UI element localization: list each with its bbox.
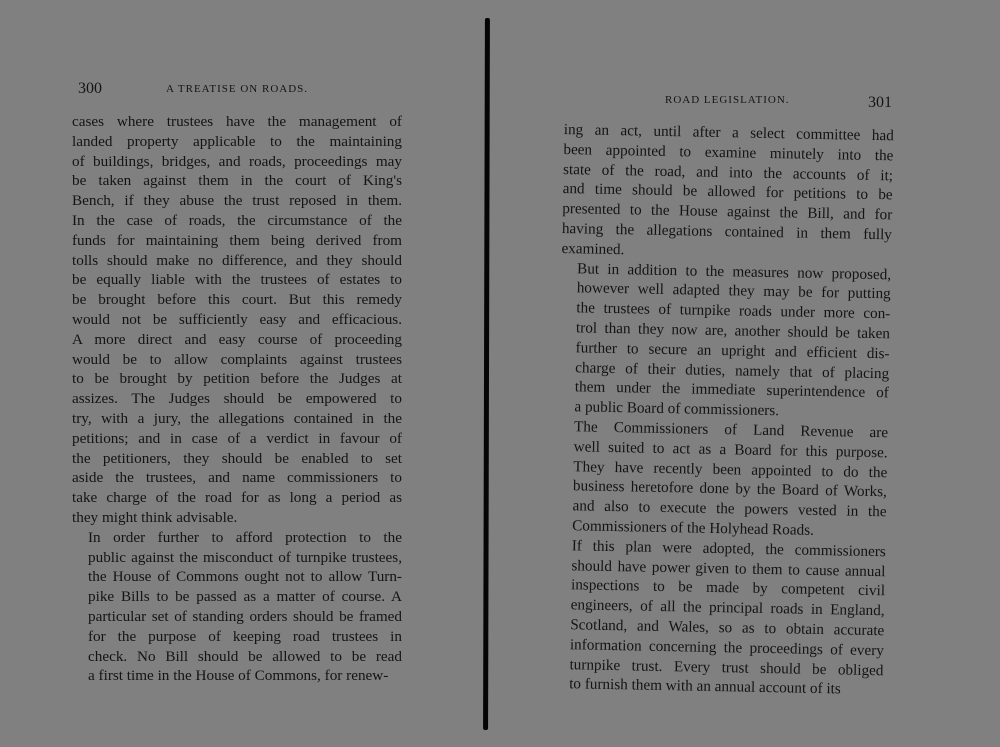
text-line: public against the misconduct of turnpike trustees, <box>88 548 402 566</box>
text-line: to furnish them with an annual account of its <box>569 675 841 698</box>
text-line: charge of their duties, namely that of placing <box>575 358 890 382</box>
text-line: would be to allow complaints against trustees <box>72 350 402 368</box>
text-line: be brought before this court. But this remedy <box>72 291 402 309</box>
text-line: information concerning the proceedings of every <box>569 635 885 659</box>
text-line: But in addition to the measures now proposed, <box>576 259 892 283</box>
text-line: try, with a jury, the allegations contained in the <box>72 409 402 427</box>
text-line: A more direct and easy course of proceeding <box>72 330 402 348</box>
paragraph <box>556 417 888 542</box>
text-line: cases where trustees have the management of <box>72 113 402 130</box>
left-page <box>0 0 486 747</box>
text-line: of buildings, bridges, and roads, proceedings may <box>72 152 402 170</box>
text-line: turnpike trust. Every trust should be obliged <box>569 655 884 679</box>
text-line: In the case of roads, the circumstance of the <box>72 211 402 229</box>
text-line: particular set of standing orders should be framed <box>88 607 402 625</box>
text-line: be equally liable with the trustees of estates to <box>72 271 402 289</box>
text-line: and also to execute the powers vested in the <box>572 497 887 521</box>
text-line: In order further to afford protection to the <box>88 528 402 546</box>
paragraph <box>561 120 894 265</box>
text-line: pike Bills to be passed as a matter of course. A <box>88 588 402 606</box>
running-head: A TREATISE ON ROADS. <box>166 83 309 95</box>
text-line: a public Board of commissioners. <box>574 398 780 420</box>
text-line: Bench, if they abuse the trust reposed in them. <box>72 192 402 210</box>
paragraph <box>72 528 402 686</box>
text-line: them under the immediate superintendence of <box>574 378 889 402</box>
text-line: Scotland, and Wales, so as to obtain accurate <box>570 616 885 640</box>
text-line: well suited to act as a Board for this purpose. <box>573 437 888 462</box>
text-line: would not be sufficiently easy and efficacious. <box>72 310 402 328</box>
text-line: assizes. The Judges should be empowered to <box>72 390 402 408</box>
text-line: inspections to be made by competent civil <box>570 576 886 600</box>
text-line: business heretofore done by the Board of Works, <box>572 477 888 501</box>
text-line: tolls should make no difference, and they should <box>72 251 402 269</box>
text-line: having the allegations contained in them fully <box>561 219 893 244</box>
text-line: to be brought by petition before the Judges at <box>72 370 402 388</box>
right-page <box>488 0 1000 747</box>
page-body <box>553 120 894 700</box>
text-line: aside the trustees, and name commissioners to <box>72 469 402 487</box>
text-line: they might think advisable. <box>72 508 238 526</box>
text-line: further to secure an upright and efficient dis- <box>575 339 890 363</box>
text-line: the House of Commons ought not to allow Turn- <box>88 568 402 586</box>
text-line: for the purpose of keeping road trustees in <box>88 627 402 645</box>
text-line: and time should be allowed for petitions to be <box>562 180 893 204</box>
text-line: however well adapted they may be for putting <box>576 279 891 303</box>
text-line: ing an act, until after a select committee had <box>563 120 894 145</box>
text-line: presented to the House against the Bill, and for <box>562 200 893 224</box>
paragraph <box>72 112 402 528</box>
text-line: trol than they now are, another should be taken <box>575 319 891 343</box>
text-line: be taken against them in the court of King's <box>72 172 402 190</box>
text-line: They have recently been appointed to do the <box>573 457 888 481</box>
text-line: state of the road, and into the accounts of it; <box>562 160 894 184</box>
paragraph <box>558 259 891 424</box>
page-body <box>72 112 402 686</box>
text-line: The Commissioners of Land Revenue are <box>573 418 889 442</box>
text-line: engineers, of all the principal roads in England, <box>570 596 885 620</box>
text-line: examined. <box>561 239 625 258</box>
page-number: 301 <box>868 94 892 111</box>
text-line: take charge of the road for as long a period as <box>72 489 402 507</box>
text-line: check. No Bill should be allowed to be read <box>88 647 402 665</box>
text-line: been appointed to examine minutely into the <box>563 140 894 165</box>
text-line: If this plan were adopted, the commissioners <box>571 536 886 560</box>
page-number: 300 <box>78 80 102 97</box>
text-line: a first time in the House of Commons, for renew- <box>88 667 389 685</box>
paragraph <box>553 536 886 701</box>
text-line: funds for maintaining them being derived from <box>72 231 402 249</box>
text-line: the trustees of turnpike roads under more con- <box>576 299 891 323</box>
text-line: landed property applicable to the maintaining <box>72 132 402 150</box>
running-head: ROAD LEGISLATION. <box>665 94 790 106</box>
text-line: Commissioners of the Holyhead Roads. <box>572 517 815 539</box>
text-line: petitions; and in case of a verdict in favour of <box>72 429 402 447</box>
text-line: the petitioners, they should be enabled to set <box>72 449 402 467</box>
text-line: should have power given to them to cause annual <box>571 556 886 580</box>
